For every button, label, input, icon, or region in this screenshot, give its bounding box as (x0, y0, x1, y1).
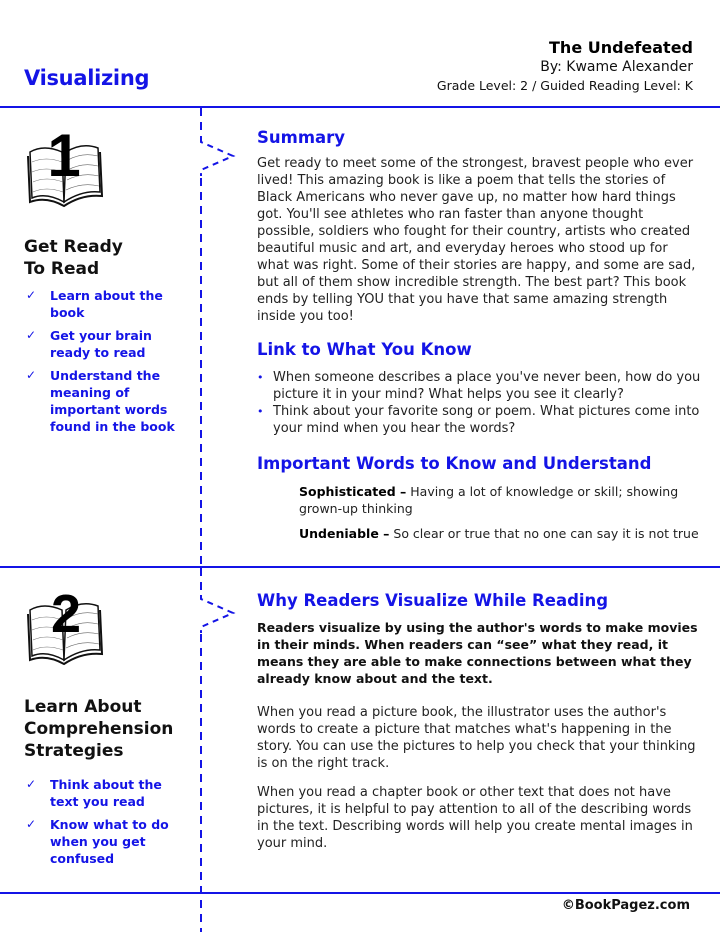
why-visualize-heading: Why Readers Visualize While Reading (257, 591, 609, 610)
checklist-item: ✓ Learn about the book (26, 288, 163, 320)
dashed-divider (200, 108, 202, 138)
header-divider (0, 106, 720, 108)
section-divider (0, 566, 720, 568)
open-book-icon (24, 580, 104, 668)
checkmark-icon: ✓ (26, 288, 37, 302)
reading-level: Grade Level: 2 / Guided Reading Level: K (436, 78, 693, 93)
step1-checklist (24, 287, 194, 441)
dashed-divider (200, 634, 202, 932)
strategy-title: Visualizing (24, 66, 150, 90)
book-title: The Undefeated (549, 38, 693, 57)
dashed-arrow-icon (199, 593, 239, 633)
svg-text:1: 1 (47, 122, 81, 189)
link-heading: Link to What You Know (257, 340, 472, 359)
checklist-item: ✓ Understand the meaning of important words found in the book (26, 368, 175, 434)
why-visualize-paragraph-2: When you read a chapter book or other text that does not have pictures, it is helpful to pay attention to all of the describing words in the text. Describing words will help you create mental images in your mind. (257, 785, 693, 851)
bullet-icon: • (257, 405, 264, 418)
book-author: By: Kwame Alexander (540, 59, 693, 75)
checklist-item: ✓ Think about the text you read (26, 777, 162, 809)
dashed-divider (200, 568, 202, 596)
step1-heading: Get Ready To Read (24, 237, 123, 279)
bullet-item: • When someone describes a place you've never been, how do you picture it in your mind? What helps you see it clearly? (257, 370, 701, 402)
checkmark-icon: ✓ (26, 817, 37, 831)
step2-heading: Learn About Comprehension Strategies (24, 697, 174, 761)
link-bullets (257, 369, 707, 437)
bullet-item: • Think about your favorite song or poem. What pictures come into your mind when you hear the words? (257, 404, 700, 436)
dashed-arrow-icon (199, 136, 239, 176)
step2-checklist (24, 776, 194, 873)
dashed-divider (200, 178, 202, 566)
checklist-item: ✓ Get your brain ready to read (26, 328, 152, 360)
checkmark-icon: ✓ (26, 368, 37, 382)
checkmark-icon: ✓ (26, 328, 37, 342)
vocabulary-heading: Important Words to Know and Understand (257, 454, 652, 473)
why-visualize-intro: Readers visualize by using the author's words to make movies in their minds. When readers can “see” what they read, it means they are able to make connections between what they already know about and the text. (257, 620, 698, 686)
copyright: ©BookPagez.com (561, 898, 690, 913)
bullet-icon: • (257, 371, 264, 384)
vocabulary-item: Sophisticated – Having a lot of knowledge or skill; showing grown-up thinking (299, 484, 679, 516)
checklist-item: ✓ Know what to do when you get confused (26, 817, 169, 866)
vocabulary-list (299, 483, 709, 550)
why-visualize-paragraph-1: When you read a picture book, the illustrator uses the author's words to create a picture that matches what's happening in the story. You can use the pictures to help you check that your thinking is on the right track. (257, 705, 696, 771)
checkmark-icon: ✓ (26, 777, 37, 791)
summary-text: Get ready to meet some of the strongest, bravest people who ever lived! This amazing book is like a poem that tells the stories of Black Americans who never gave up, no matter how hard things got. You'll see athletes who ran faster than anyone thought possible, soldiers who fought for their country, artists who created beautiful music and art, and everyday heroes who stood up for what was right. Some of their stories are happy, and some are sad, but all of them show incredible strength. The best part? This book ends by telling YOU that you have that same amazing strength inside you too! (257, 156, 696, 324)
vocabulary-item: Undeniable – So clear or true that no one can say it is not true (299, 526, 699, 541)
open-book-icon (24, 122, 104, 210)
svg-text:2: 2 (50, 584, 82, 644)
footer-divider (0, 892, 720, 894)
summary-heading: Summary (257, 128, 346, 147)
